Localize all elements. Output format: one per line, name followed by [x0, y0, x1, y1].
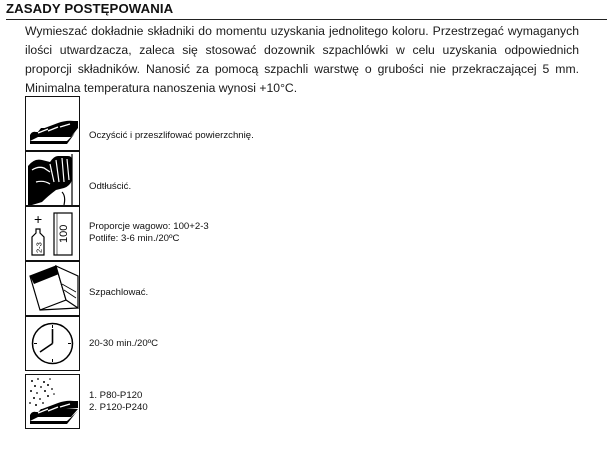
ratio-label-hardener: 2-3	[34, 242, 44, 253]
step-mixing-ratio	[25, 206, 585, 261]
sanding-dust-icon	[25, 374, 80, 429]
step-text-line: 20-30 min./20ºC	[89, 338, 159, 349]
clock-icon	[25, 316, 80, 371]
title-underline	[6, 19, 607, 20]
putty-knife-icon	[25, 261, 80, 316]
step-apply-putty	[25, 261, 585, 316]
step-text-line: Szpachlować.	[89, 287, 149, 298]
step-text-line: 2. P120-P240	[89, 402, 148, 413]
sanding-block-icon	[25, 96, 80, 151]
step-text-line: Proporcje wagowo: 100+2-3	[89, 221, 209, 232]
step-text-line: Oczyścić i przeszlifować powierzchnię.	[89, 130, 254, 141]
ratio-label-100: 100	[58, 224, 70, 243]
step-degrease	[25, 151, 585, 206]
step-text-line: Potlife: 3-6 min./20ºC	[89, 233, 180, 244]
plus-sign: +	[34, 211, 43, 227]
intro-paragraph: Wymieszać dokładnie składniki do momentu uzyskania jednolitego koloru. Przestrzegać wymaganych ilości utwardzacza, zaleca się stosować dozownik szpachlówki w celu uzyskania odpowiednich proporcji składników. Nanosić za pomocą szpachli warstwę o grubości nie przekraczającej 5 mm. Minimalna temperatura nanoszenia wynosi +10°C.	[25, 24, 579, 95]
gloved-hand-icon	[25, 151, 80, 206]
step-clean-sand	[25, 96, 585, 151]
step-text-line: Odtłuścić.	[89, 181, 132, 192]
step-drying-time	[25, 316, 585, 371]
page-title: ZASADY POSTĘPOWANIA	[6, 1, 174, 16]
mixing-ratio-icon	[25, 206, 80, 261]
step-sanding-grit	[25, 374, 585, 429]
step-text-line: 1. P80-P120	[89, 390, 143, 401]
